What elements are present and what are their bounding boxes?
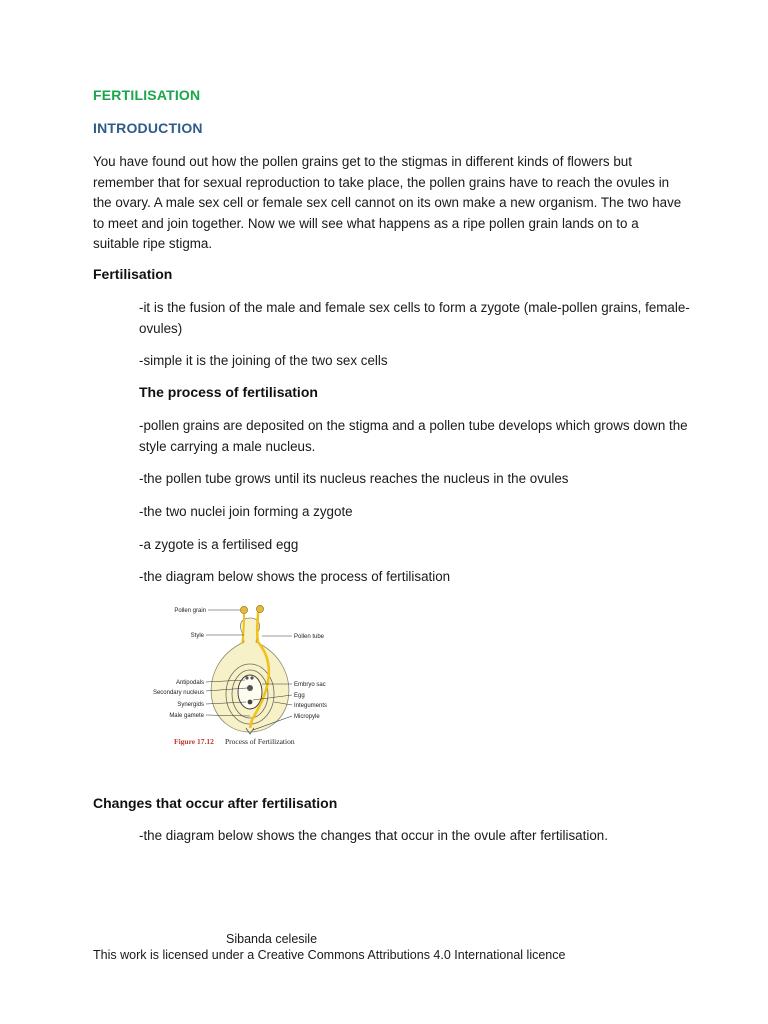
label-synergids: Synergids (177, 702, 204, 708)
footer-license: This work is licensed under a Creative Commons Attributions 4.0 International licence (93, 948, 566, 962)
label-egg: Egg (294, 693, 305, 699)
introduction-heading: INTRODUCTION (93, 120, 203, 136)
fertilisation-diagram (140, 598, 340, 750)
label-antipodals: Antipodals (175, 680, 204, 686)
introduction-paragraph: You have found out how the pollen grains get to the stigmas in different kinds of flowers but remember that for sexual reproduction to take place, the pollen grains have to reach the ovules in the ovary. A male sex cell or female sex cell cannot on its own make a new organism. The two have to meet and join together. Now we will see what happens as a ripe pollen grain lands on to a suitable ripe stigma. (93, 154, 682, 252)
label-male-gamete: Male gamete (169, 713, 204, 719)
definition-line-1: -it is the fusion of the male and female sex cells to form a zygote (male-pollen grains, female-ovules) (139, 300, 690, 336)
process-step-1: -pollen grains are deposited on the stigma and a pollen tube develops which grows down the style carrying a male nucleus. (139, 418, 688, 454)
pollen-grain (256, 605, 263, 612)
figure-caption-number: Figure 17.12 (174, 737, 214, 746)
definition-line-2: -simple it is the joining of the two sex cells (139, 353, 388, 368)
label-pollen-tube: Pollen tube (294, 634, 325, 640)
secondary-nucleus (247, 685, 253, 691)
label-pollen-grain: Pollen grain (174, 608, 206, 614)
process-step-5: -the diagram below shows the process of fertilisation (139, 569, 451, 584)
label-micropyle: Micropyle (294, 714, 320, 720)
fertilisation-heading: Fertilisation (93, 266, 173, 282)
footer-author: Sibanda celesile (226, 932, 318, 946)
process-heading: The process of fertilisation (139, 384, 318, 400)
pollen-grain (240, 606, 247, 613)
label-integuments: Integuments (294, 703, 328, 709)
document-title: FERTILISATION (93, 87, 201, 103)
figure-caption-text: Process of Fertilization (225, 737, 295, 746)
process-step-3: -the two nuclei join forming a zygote (139, 504, 353, 519)
changes-line-1: -the diagram below shows the changes that occur in the ovule after fertilisation. (139, 828, 608, 843)
egg-cell (248, 700, 253, 705)
antipodal-cell (250, 676, 253, 679)
label-secondary-nucleus: Secondary nucleus (152, 690, 204, 696)
process-step-4: -a zygote is a fertilised egg (139, 537, 299, 552)
process-step-2: -the pollen tube grows until its nucleus reaches the nucleus in the ovules (139, 471, 569, 486)
label-embryo-sac: Embryo sac (294, 682, 326, 688)
antipodal-cell (245, 676, 248, 679)
label-style: Style (190, 633, 204, 639)
changes-heading: Changes that occur after fertilisation (93, 795, 338, 811)
